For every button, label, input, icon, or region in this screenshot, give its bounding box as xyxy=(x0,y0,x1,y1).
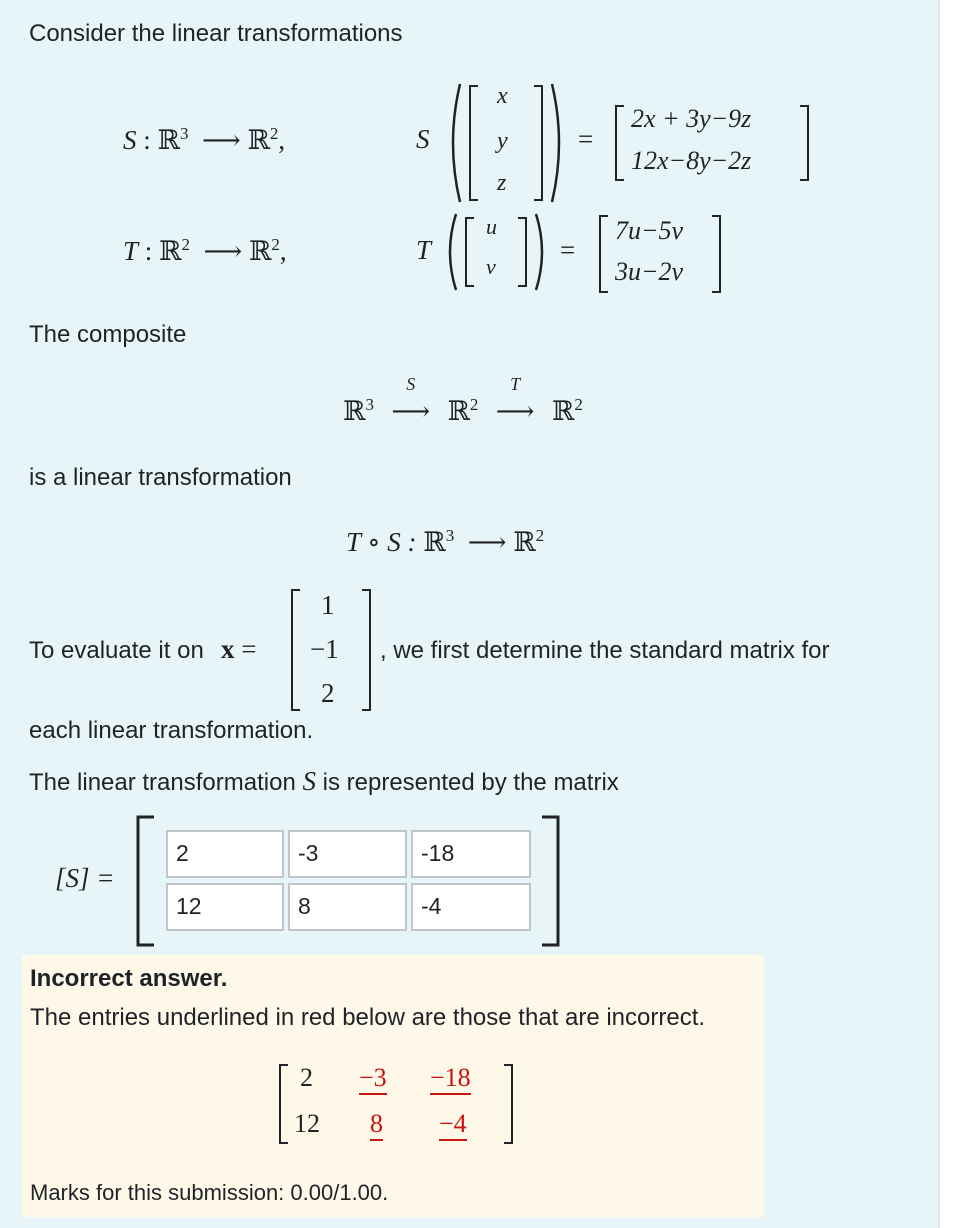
s-equals: = xyxy=(578,124,594,154)
composite-map: T ∘ S : ℝ$^3$ ⟶ ℝ$^2$ xyxy=(346,526,545,558)
s-input-x: x xyxy=(497,83,508,109)
t-input-v: v xyxy=(486,254,496,279)
feedback-r1c1: 2 xyxy=(300,1063,313,1092)
evaluate-line2: each linear transformation. xyxy=(29,717,314,744)
t-equals: = xyxy=(560,235,576,265)
feedback-box xyxy=(22,955,764,1217)
matrix-input-r2c3[interactable]: -4 xyxy=(411,883,531,931)
matrix-input-r1c1[interactable]: 2 xyxy=(166,830,284,878)
s-output-row2: 12x−8y−2z xyxy=(631,146,752,175)
matrix-input-r2c2[interactable]: 8 xyxy=(288,883,407,931)
s-signature: S : ℝ$^3$ ⟶ ℝ$^2$, xyxy=(123,124,286,156)
x-entry-2: −1 xyxy=(310,634,339,664)
intro-text: Consider the linear transformations xyxy=(29,20,403,47)
matrix-input-r1c2[interactable]: -3 xyxy=(288,830,407,878)
evaluate-suffix: , we first determine the standard matrix for xyxy=(380,637,830,664)
evaluate-prefix: To evaluate it on xyxy=(29,637,204,664)
t-output-row2: 3u−2v xyxy=(615,257,684,286)
feedback-title: Incorrect answer. xyxy=(30,965,228,992)
t-output-row1: 7u−5v xyxy=(615,216,684,245)
feedback-message: The entries underlined in red below are those that are incorrect. xyxy=(30,1004,706,1031)
t-input-u: u xyxy=(486,214,497,239)
feedback-r2c3: −4 xyxy=(439,1109,467,1139)
matrix-label: [S] = xyxy=(55,863,115,893)
s-input-y: y xyxy=(497,128,508,154)
represented-text: The linear transformation S is represented by the matrix xyxy=(29,766,619,796)
feedback-r1c2: −3 xyxy=(359,1063,387,1093)
is-linear-text: is a linear transformation xyxy=(29,464,292,491)
t-signature: T : ℝ$^2$ ⟶ ℝ$^2$, xyxy=(123,235,287,267)
matrix-input-r1c3[interactable]: -18 xyxy=(411,830,531,878)
t-name: T xyxy=(416,235,432,265)
feedback-r2c2: 8 xyxy=(370,1109,383,1139)
feedback-r2c1: 12 xyxy=(294,1109,320,1138)
matrix-input-r2c1[interactable]: 12 xyxy=(166,883,284,931)
x-entry-3: 2 xyxy=(321,678,335,708)
s-input-z: z xyxy=(497,170,507,196)
x-vector-label: x = xyxy=(221,634,257,664)
s-name: S xyxy=(416,124,430,154)
composite-chain: ℝ$^3$ S ⟶ ℝ$^2$ T ⟶ ℝ$^2$ xyxy=(343,374,583,427)
s-output-row1: 2x + 3y−9z xyxy=(631,104,752,133)
feedback-marks: Marks for this submission: 0.00/1.00. xyxy=(30,1180,389,1205)
x-entry-1: 1 xyxy=(321,590,335,620)
feedback-r1c3: −18 xyxy=(430,1063,471,1093)
composite-label: The composite xyxy=(29,321,187,348)
